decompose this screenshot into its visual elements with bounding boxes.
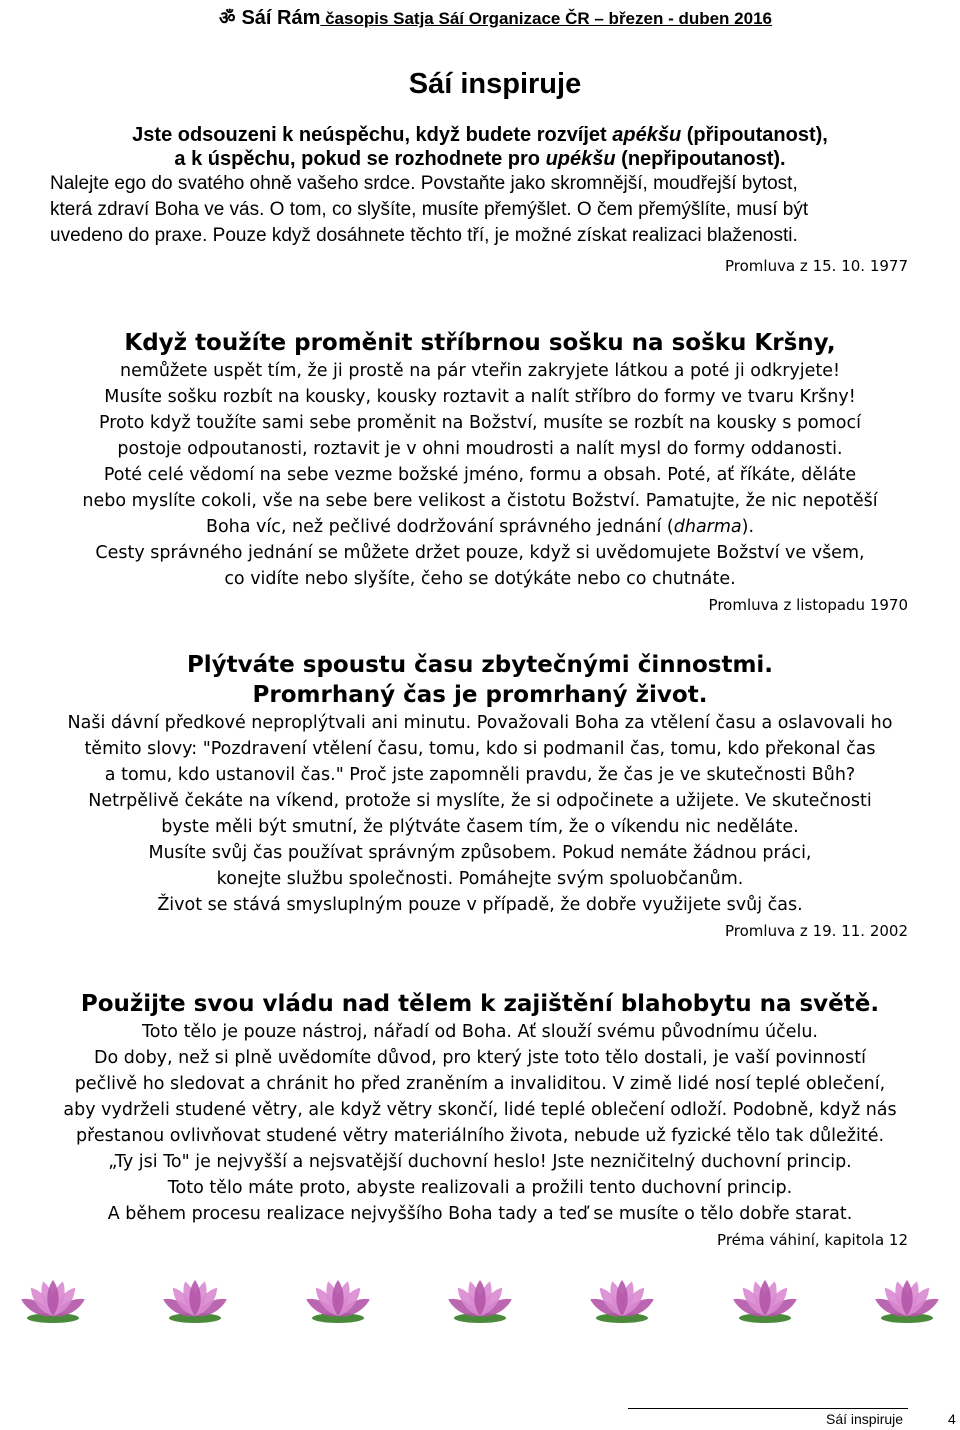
footer-title: Sáí inspiruje [826,1411,904,1427]
text-line: a tomu, kdo ustanovil čas." Proč jste zapomněli pravdu, že čas je ve skutečnosti Bůh? [104,765,856,785]
section-krsna [0,328,960,614]
magazine-issue: časopis Satja Sáí Organizace ČR – březen - duben 2016 [320,9,772,28]
text-line: Život se stává smysluplným pouze v případě, že dobře využijete svůj čas. [157,895,803,915]
text-line: Proto když toužíte sami sebe proměnit na Božství, musíte se rozbít na kousky s pomocí [98,413,861,433]
text-line: nebo myslíte cokoli, vše na sebe bere velikost a čistotu Božství. Pamatujte, že nic nepotěší [82,491,878,511]
section1-body [50,171,910,249]
lotus-flower-icon [162,1274,228,1326]
text-line: Toto tělo je pouze nástroj, nářadí od Boha. Ať slouží svému původnímu účelu. [142,1022,818,1042]
text-line: A během procesu realizace nejvyššího Boha tady a teď se musíte o tělo dobře starat. [107,1204,853,1224]
section-heading: Promrhaný čas je promrhaný život. [252,682,708,708]
text-line: Poté celé vědomí na sebe vezme božské jméno, formu a obsah. Poté, ať říkáte, děláte [103,465,857,485]
lotus-flower-icon [874,1274,940,1326]
magazine-name: Sáí Rám [241,7,321,29]
text-line: Netrpělivě čekáte na víkend, protože si myslíte, že si odpočinete a užijete. Ve skutečnosti [88,791,872,811]
text-line: postoje odpoutanosti, roztavit je v ohni moudrosti a nalít mysl do formy oddanosti. [117,439,843,459]
page-header [0,6,960,30]
body-line: uvedeno do praxe. Pouze když dosáhnete těchto tří, je možné získat realizaci blaženosti. [50,225,798,246]
lotus-flower-icon [732,1274,798,1326]
text-line: Musíte sošku rozbít na kousky, kousky roztavit a nalít stříbro do formy ve tvaru Kršny! [104,387,856,407]
lotus-flower-icon [305,1274,371,1326]
intro-quote [0,123,960,171]
text-line: nemůžete uspět tím, že ji prostě na pár vteřin zakryjete látkou a poté ji odkryjete! [119,361,841,381]
text-line: Toto tělo máte proto, abyste realizovali a prožili tento duchovní princip. [167,1178,793,1198]
intro-line-2: a k úspěchu, pokud se rozhodnete pro upékšu (nepřipoutanost). [174,148,786,170]
page-title: Sáí inspiruje [408,68,582,100]
text-line: pečlivě ho sledovat a chránit ho před zraněním a invaliditou. V zimě lidé nosí teplé oblečení, [74,1074,886,1094]
section-sai-inspiruje [0,68,960,275]
om-symbol-icon: ॐ [219,8,236,28]
text-line: co vidíte nebo slyšíte, čeho se dotýkáte nebo co chutnáte. [224,569,736,589]
source-citation: Promluva z listopadu 1970 [708,596,908,614]
lotus-flower-icon [447,1274,513,1326]
section-heading: Když toužíte proměnit stříbrnou sošku na sošku Kršny, [124,330,836,356]
body-line: Nalejte ego do svatého ohně vašeho srdce. Povstaňte jako skromnější, moudřejší bytost, [50,173,798,194]
text-line: Naši dávní předkové neproplýtvali ani minutu. Považovali Boha za vtělení času a oslavovali ho [67,713,893,733]
source-citation: Promluva z 19. 11. 2002 [725,922,908,940]
lotus-decoration-row [20,1274,940,1326]
section-body [0,989,960,1249]
text-line: těmito slovy: "Pozdravení vtělení času, tomu, kdo si podmanil čas, tomu, kdo překonal čas [84,739,876,759]
text-line: „Ty jsi To" je nejvyšší a nejsvatější duchovní heslo! Jste nezničitelný duchovní princip. [108,1152,852,1172]
page-number: 4 [948,1411,956,1427]
footer-divider [628,1408,908,1409]
text-line: byste měli být smutní, že plýtváte časem tím, že o víkendu nic neděláte. [161,817,799,837]
text-line: přestanou ovlivňovat studené větry materiálního života, nebude už fyzické tělo tak důležité. [75,1126,885,1146]
text-line: Cesty správného jednání se můžete držet pouze, když si uvědomujete Božství ve všem, [95,543,865,563]
section-heading: Plýtváte spoustu času zbytečnými činnostmi. [186,652,774,678]
lotus-flower-icon [589,1274,655,1326]
body-line: která zdraví Boha ve vás. O tom, co slyšíte, musíte přemýšlet. O čem přemýšlíte, musí být [50,199,809,220]
intro-line-1: Jste odsouzeni k neúspěchu, když budete rozvíjet apékšu (připoutanost), [132,124,828,146]
text-line: konejte službu společnosti. Pomáhejte svým spoluobčanům. [216,869,744,889]
text-line: Musíte svůj čas používat správným způsobem. Pokud nemáte žádnou práci, [148,843,812,863]
source-citation: Promluva z 15. 10. 1977 [725,257,908,275]
section-time [0,650,960,940]
source-citation: Préma váhiní, kapitola 12 [717,1231,908,1249]
text-line: Boha víc, než pečlivé dodržování správného jednání (dharma). [205,517,755,537]
section-heading: Použijte svou vládu nad tělem k zajištění blahobytu na světě. [80,991,880,1017]
lotus-flower-icon [20,1274,86,1326]
text-line: aby vydrželi studené větry, ale když větry skončí, lidé teplé oblečení odloží. Podobně, když nás [63,1100,897,1120]
text-line: Do doby, než si plně uvědomíte důvod, pro který jste toto tělo dostali, je vaší povinností [94,1048,866,1068]
